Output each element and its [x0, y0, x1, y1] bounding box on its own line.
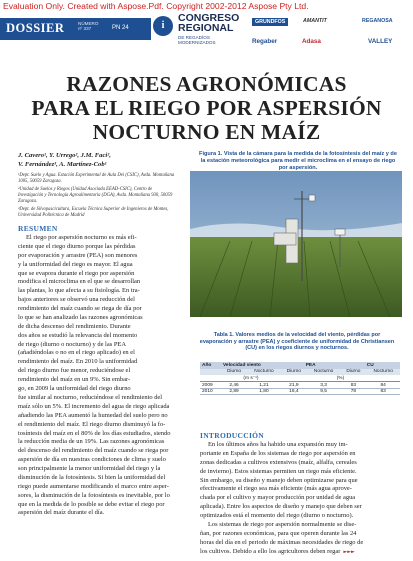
resumen-line: de dicha descenso del rendimiento. Durante	[18, 322, 131, 330]
resumen-line: por evaporación y arrastre (PEA) son menores	[18, 251, 138, 259]
dossier-banner	[0, 18, 151, 40]
issue-info	[78, 21, 98, 32]
table-row	[200, 388, 400, 395]
article-title-line-2: PARA EL RIEGO POR ASPERSIÓN	[31, 96, 382, 120]
resumen-line: aspersión del maíz durante el día.	[18, 509, 105, 517]
page-label: PN 24	[112, 25, 129, 31]
sponsor-logo-reganosa: REGANOSA	[362, 18, 393, 24]
table-cell: 2010	[202, 389, 213, 395]
results-table	[200, 362, 400, 395]
figure-caption: Figura 1. Vista de la cámara para la medida de la fotosíntesis del maíz y de la estación meteorológica para medir el microclima en el ensayo de riego por aspersión.	[199, 151, 397, 171]
table-cell: 2009	[202, 382, 213, 388]
congress-subtitle	[178, 35, 216, 45]
resumen-line: riego puede aumentarse modificando el marco entre asper-	[18, 482, 169, 490]
congress-name	[178, 13, 239, 33]
figure-photo	[190, 171, 402, 317]
intro-line: de invierno). Estos sistemas permiten un riego más eficiente.	[200, 467, 357, 475]
col-sub: Nocturno	[307, 369, 341, 376]
authors-line-1: J. Cavero¹, Y. Urrego², J.M. Faci²,	[18, 152, 111, 159]
resumen-line: ciente que el riego diurno porque las pérdidas	[18, 242, 136, 250]
intro-line: zonas dedicadas a cultivos extensivos (maíz, alfalfa, cereales	[200, 458, 357, 466]
sponsor-logo-amantit: AMANTIT	[303, 18, 327, 24]
table-caption: Tabla 1. Valores medios de la velocidad del viento, pérdidas por evaporación y arrastre (PEA) y coeficiente de uniformidad de Christiansen (CU) en los riegos diurnos y nocturnos.	[199, 332, 395, 352]
affiliation-1: ¹Dept. Suelo y Agua. Estación Experimental de Aula Dei (CSIC), Avda. Montañana 1005, 50059 Zaragoza.	[18, 173, 175, 184]
units-wind: (m s⁻¹)	[221, 375, 281, 382]
congress-logo-icon: i	[153, 16, 173, 36]
col-group-cu: CU	[340, 362, 400, 369]
table-row	[200, 382, 400, 389]
article-title-line-3: NOCTURNO EN MAÍZ	[92, 120, 321, 144]
resumen-line: que en la medida de lo posible se debe evitar el riego por	[18, 500, 165, 508]
issue-label: NÚMERO	[78, 21, 99, 26]
intro-line: portante en España de los sistemas de riego por aspersión en	[200, 449, 356, 457]
introduccion-heading: INTRODUCCIÓN	[200, 431, 265, 440]
table-sub-header	[200, 369, 400, 376]
resumen-heading: RESUMEN	[18, 224, 58, 233]
congress-name-line1: CONGRESO	[178, 12, 240, 24]
col-sub: Nocturno	[247, 369, 281, 376]
table-cell: 84	[380, 382, 386, 388]
resumen-line: añadiendo las PEA aumentó la humedad del suelo pero no	[18, 411, 168, 419]
intro-line: horas del día en el periodo de máximas necesidades de riego de	[200, 538, 364, 546]
resumen-line: maíz sólo un 5%. El incremento del agua de riego aplicada	[18, 402, 170, 410]
sponsor-logo-regaber: Regaber	[252, 38, 278, 45]
issue-number: nº 337	[78, 26, 92, 32]
intro-line: los cultivos. Debido a ello los agricultores deben regar	[200, 547, 341, 555]
col-sub: Diurno	[281, 369, 307, 376]
resumen-line: rendimiento del maíz cuando se riega de día por	[18, 305, 142, 312]
congress-name-line2: REGIONAL	[178, 22, 234, 34]
resumen-line: dos años se estudió la relevancia del momento	[18, 331, 138, 339]
resumen-text-narrow	[18, 234, 188, 394]
table-group-header	[200, 362, 400, 369]
resumen-line: rendimiento del maíz en un 9%. Sin embar-	[18, 376, 131, 383]
table-cell: 2,46	[229, 382, 239, 388]
introduccion-text	[200, 441, 402, 556]
table-cell: 3,3	[320, 382, 327, 388]
sponsor-logo-valley: VALLEY	[368, 38, 393, 45]
article-title-line-1: RAZONES AGRONÓMICAS	[66, 72, 347, 96]
congress-sub-line2: MODERNIZADOS	[178, 40, 216, 46]
intro-line: ñan, por razones económicas, para que operen durante las 24	[200, 529, 357, 537]
intro-line: En los últimos años ha habido una expansión muy im-	[208, 441, 348, 448]
intro-line: efectivamente el riego sea más eficiente (más agua aprove-	[200, 485, 352, 493]
table-units-row	[200, 375, 400, 382]
col-year: Año	[200, 362, 221, 369]
col-sub: Diurno	[340, 369, 366, 376]
evaluation-watermark: Evaluation Only. Created with Aspose.Pdf. Copyright 2002-2012 Aspose Pty Ltd.	[3, 1, 309, 11]
resumen-line: son principalmente la menor uniformidad del riego y la	[18, 465, 161, 472]
congress-sub-line1: DE REGADÍOS	[178, 35, 210, 40]
table-cell: 83	[350, 382, 357, 388]
intro-line: optimizados está el momento del riego (diurno o nocturno).	[200, 512, 354, 519]
resumen-line: rendimiento del maíz. En 2010 la uniformidad	[18, 358, 138, 366]
table-cell: 9,5	[320, 389, 327, 395]
intro-line: chada por el cultivo y mayor producción por unidad de agua	[200, 494, 356, 502]
intro-line: Los sistemas de riego por aspersión normalmente se dise-	[208, 520, 357, 528]
resumen-line: lo que se han analizado las razones agronómicas	[18, 313, 143, 321]
table-cell: 1,80	[259, 389, 269, 395]
resumen-line: que se evapora durante el riego por aspersión	[18, 269, 135, 277]
resumen-line: sores, la disminución de la fotosíntesis es inevitable, por lo	[18, 491, 170, 499]
resumen-line: fue similar al nocturno, reduciéndose el rendimiento del	[18, 394, 163, 401]
table-cell: 16,4	[289, 389, 299, 395]
col-sub: Nocturno	[366, 369, 400, 376]
resumen-text-wide	[18, 394, 194, 518]
resumen-line: go, en 2009 la uniformidad del riego diurno	[18, 384, 131, 392]
resumen-line: las plantas, lo que afecta a su fisiología. En tra-	[18, 287, 140, 295]
intro-line: Sin embargo, su diseño y manejo deben optimizarse para que	[200, 476, 358, 484]
resumen-line: del descenso del rendimiento del maíz cuando se riega por	[18, 447, 169, 455]
sponsor-logo-grundfos: GRUNDFOS	[252, 18, 288, 26]
resumen-line: disminución de la fotosíntesis. Si bien la uniformidad del	[18, 473, 166, 481]
affiliation-3: ³Dept. de Silvopascicultura, Escuela Técnica Superior de Ingenieros de Montes, Universidad Politécnica de Madrid	[18, 207, 169, 218]
resumen-line: (añadiéndolas o no en el riego aplicado) en el	[18, 349, 135, 357]
resumen-line: de riego (diurno o nocturno) y de las PEA	[18, 340, 126, 348]
resumen-line: modifica el microclima en el que se desarrollan	[18, 278, 141, 286]
table-cell: 21,9	[289, 382, 299, 388]
sponsor-logo-adasa: Adasa	[302, 38, 321, 45]
resumen-line: y la uniformidad del riego es mayor. El agua	[18, 260, 133, 268]
resumen-line: bajos anteriores se observó una reducción del	[18, 296, 135, 304]
page-header	[0, 14, 413, 60]
table-cell: 83	[380, 389, 386, 395]
intro-line: aplicada). Entre los aspectos de diseño y manejo que deben ser	[200, 503, 362, 511]
resumen-line: aspersión de día en nuestras condiciones de clima y suelo	[18, 456, 166, 464]
col-group-pea: PEA	[281, 362, 341, 369]
section-title: DOSSIER	[6, 21, 65, 35]
col-group-wind: Velocidad viento	[221, 362, 281, 369]
affiliation-2: ²Unidad de Suelos y Riegos (Unidad Asociada EEAD-CSIC), Centro de Investigación y Tecnología Agroalimentaria (DGA), Avda. Montañana 930, 50059 Zaragoza.	[18, 187, 173, 204]
resumen-line: El riego por aspersión nocturno es más efi-	[26, 234, 137, 241]
authors	[18, 152, 111, 169]
table-cell: 2,89	[229, 389, 239, 395]
units-percent: (%)	[281, 375, 400, 382]
authors-line-2: V. Fernández³, A. Martínez-Cob¹	[18, 160, 107, 168]
field-photo-image	[190, 171, 402, 317]
table-cell: 78	[350, 389, 357, 395]
continue-arrows-icon: ►►►	[343, 548, 355, 555]
resumen-line: el rendimiento del maíz. El riego diurno disminuyó la fo-	[18, 420, 166, 428]
resumen-line: la reducción media de un 19%. Las razones agronómicas	[18, 438, 165, 446]
resumen-line: del riego diurno fue menor, reduciéndose el	[18, 367, 131, 375]
resumen-line: tosíntesis del maíz en el 80% de los días estudiados, siendo	[18, 429, 171, 437]
col-sub: Diurno	[221, 369, 247, 376]
table-cell: 1,21	[259, 382, 269, 388]
